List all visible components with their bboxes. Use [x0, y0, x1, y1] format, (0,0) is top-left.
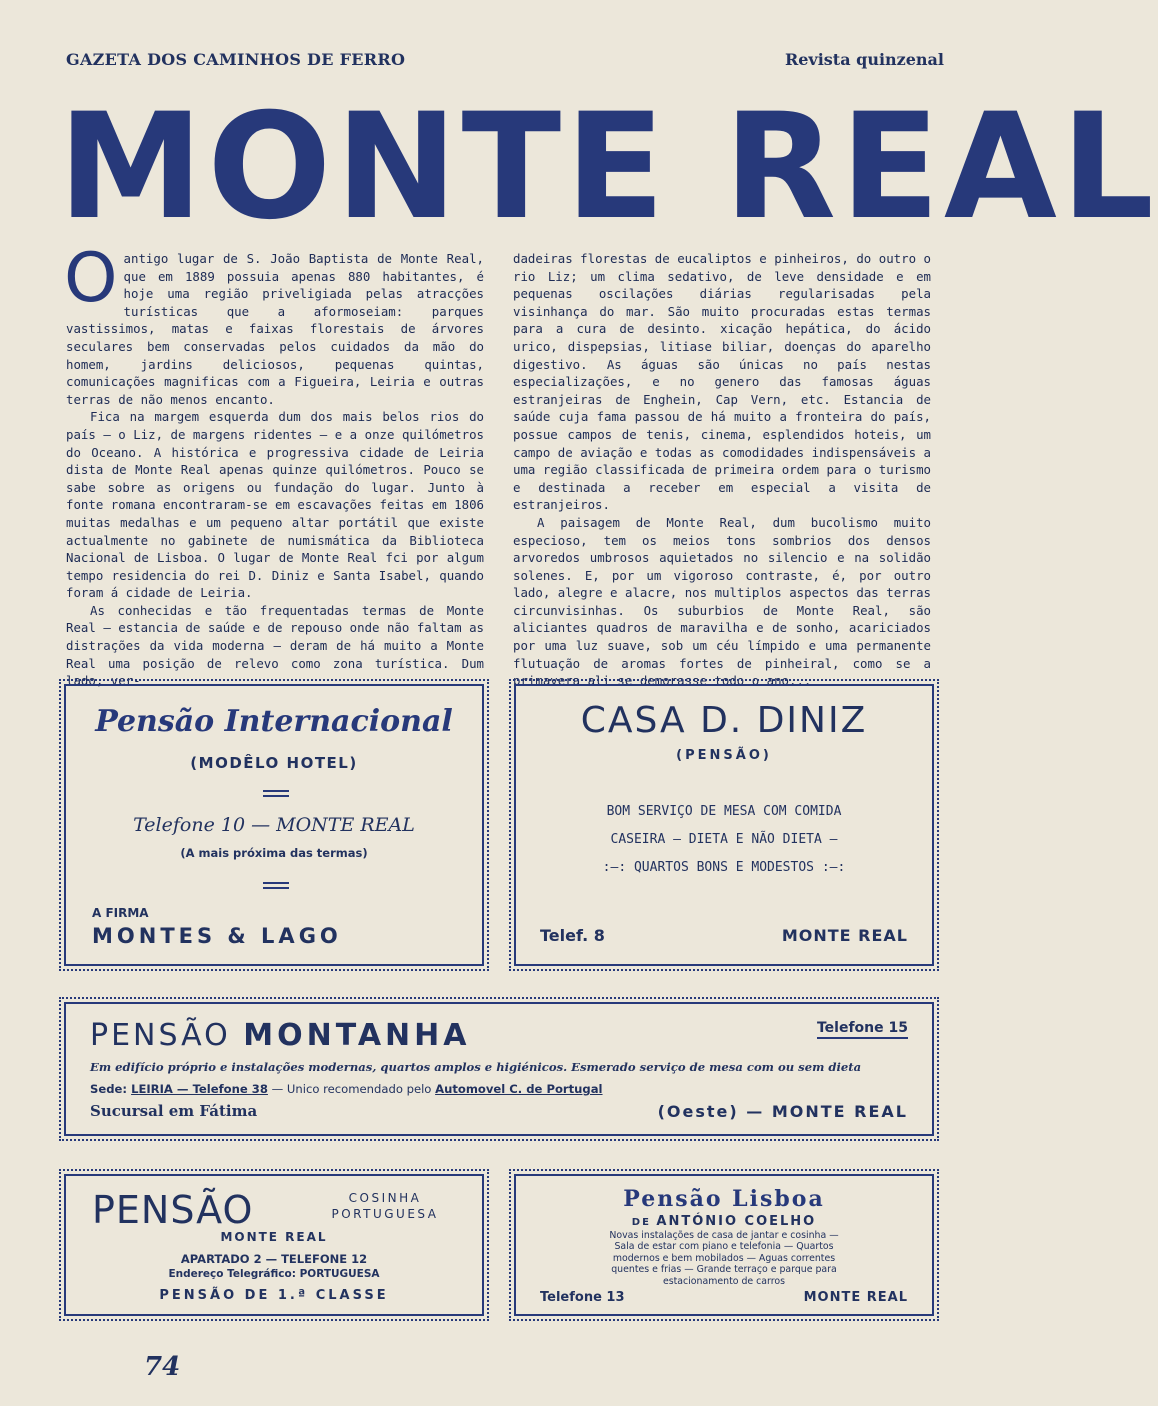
- drop-cap: O: [64, 239, 118, 318]
- publication-frequency: Revista quinzenal: [784, 50, 944, 69]
- article-paragraph: A paisagem de Monte Real, dum bucolismo muito especioso, tem os meios tons sombrios dos densos arvoredos umbrosos aquietados no silencio e na solidão solenes. E, por um vigoroso contraste, é, por outro lado, alegre e alacre, nos multiplos aspectos das terras circunvisinhas. Os suburbios de Monte Real, são aliciantes quadros de maravilha e de sonho, acariciados por uma luz suave, sob um céu límpido e uma permanente flutuação de aromas fortes de pinheiral, como se a primavera ali se demorasse todo o ano...: [513, 514, 931, 689]
- article-paragraph: As conhecidas e tão frequentadas termas de Monte Real — estancia de saúde e de repouso onde não faltam as distrações da vida moderna — deram de há muito a Monte Real uma posição de relevo como zona turística. Dum lado, ver-: [66, 602, 484, 689]
- ad-phone: Telefone 10 — MONTE REAL: [133, 814, 415, 836]
- ad-town: MONTE REAL: [803, 1290, 908, 1305]
- ad-pensao-internacional: [64, 684, 484, 966]
- article-paragraph: dadeiras florestas de eucaliptos e pinheiros, do outro o rio Liz; um clima sedativo, de leve densidade e em pequenas oscilações diárias regularisadas pela visinhança do mar. São muito procuradas estas termas para a cura de desinto. xicação hepática, do ácido urico, dispepsias, litiase biliar, doenças do aparelho digestivo. As águas são únicas no país nestas especializações, e no genero das famosas águas estranjeiras de Enghein, Cap Vern, etc. Estancia de saúde cuja fama passou de há muito a fronteira do país, possue campos de tenis, cinema, esplendidos hoteis, um campo de aviação e todas as comodidades indispensáveis a uma região classificada de primeira ordem para o turismo e destinada a receber em especial a visita de estranjeiros.: [513, 251, 931, 513]
- ad-pensao-montanha: [64, 1002, 934, 1136]
- ad-firm-label: A FIRMA: [92, 906, 149, 920]
- ad-title: PENSÃO: [92, 1188, 254, 1232]
- ad-owner: DE ANTÓNIO COELHO: [631, 1214, 817, 1229]
- ad-town: (Oeste) — MONTE REAL: [657, 1102, 908, 1121]
- ad-title: PENSÃO MONTANHA: [90, 1018, 471, 1053]
- page-number: 74: [144, 1352, 181, 1382]
- ad-subtitle: (PENSÃO): [676, 748, 772, 763]
- masthead-title: MONTE REAL: [58, 82, 1158, 252]
- ad-casa-diniz: [514, 684, 934, 966]
- ad-headquarters: Sede: LEIRIA — Telefone 38 — Unico recomendado pelo Automovel C. de Portugal: [90, 1082, 603, 1096]
- ad-address: APARTADO 2 — TELEFONE 12: [180, 1252, 368, 1266]
- ad-title: Pensão Internacional: [95, 704, 453, 739]
- ad-line: CASEIRA — DIETA E NÃO DIETA —: [610, 832, 838, 847]
- equals-ornament: [263, 790, 289, 797]
- ad-phone: Telef. 8: [540, 926, 605, 945]
- ad-branch: Sucursal em Fátima: [90, 1102, 258, 1120]
- ad-description: Em edifício próprio e instalações modernas, quartos amplos e higiénicos. Esmerado serviço de mesa com ou sem dieta: [90, 1060, 862, 1074]
- article-column-left: [64, 239, 484, 689]
- ad-phone: Telefone 15: [817, 1020, 908, 1039]
- ad-town: MONTE REAL: [220, 1230, 328, 1244]
- article-paragraph: Oantigo lugar de S. João Baptista de Monte Real, que em 1889 possuia apenas 880 habitantes, é hoje uma região priveligiada pelas atracções turísticas que a aformoseiam: parques vastissimos, matas e faixas florestais de árvores seculares bem conservadas pelos cuidados da mão do homem, jardins deliciosos, pequenas quintas, comunicações magnificas com a Figueira, Leiria e outras terras de não menos encanto.: [64, 239, 484, 407]
- ad-phone: Telefone 13: [540, 1290, 625, 1305]
- ad-title: CASA D. DINIZ: [580, 700, 868, 741]
- ad-title: Pensão Lisboa: [623, 1186, 825, 1212]
- article-paragraph: Fica na margem esquerda dum dos mais belos rios do país — o Liz, de margens ridentes — e a onze quilómetros do Oceano. A histórica e progressiva cidade de Leiria dista de Monte Real apenas quinze quilómetros. Pouco se sabe sobre as origens ou fundação do lugar. Junto à fonte romana encontraram-se em escavações feitas em 1806 muitas medalhas e um pequeno altar portátil que existe actualmente no gabinete de numismática da Biblioteca Nacional de Lisboa. O lugar de Monte Real fci por algum tempo residencia do rei D. Diniz e Santa Isabel, quando foram á cidade de Leiria.: [66, 409, 484, 601]
- article-column-right: [513, 250, 931, 689]
- ad-class: PENSÃO DE 1.ª CLASSE: [159, 1288, 389, 1303]
- ad-town: MONTE REAL: [781, 926, 908, 945]
- ad-description: Novas instalações de casa de jantar e cosinha — Sala de estar com piano e telefonia — Quartos modernos e bem mobilados — Aguas correntes quentes e frias — Grande terraço e parque para estacionamento de carros: [609, 1230, 839, 1287]
- ad-pensao-lisboa: [514, 1174, 934, 1316]
- ad-subtitle: (MODÊLO HOTEL): [190, 754, 358, 772]
- ad-kitchen-label: COSINHA PORTUGUESA: [331, 1191, 439, 1221]
- ad-line: BOM SERVIÇO DE MESA COM COMIDA: [606, 804, 842, 819]
- ad-note: (A mais próxima das termas): [180, 846, 368, 860]
- ad-line: :—: QUARTOS BONS E MODESTOS :—:: [602, 860, 846, 875]
- ad-owner: MONTES & LAGO: [92, 924, 342, 948]
- ad-telegraph: Endereço Telegráfico: PORTUGUESA: [168, 1268, 380, 1280]
- ad-pensao-portuguesa: [64, 1174, 484, 1316]
- publication-title: GAZETA DOS CAMINHOS DE FERRO: [66, 50, 406, 69]
- equals-ornament: [263, 882, 289, 889]
